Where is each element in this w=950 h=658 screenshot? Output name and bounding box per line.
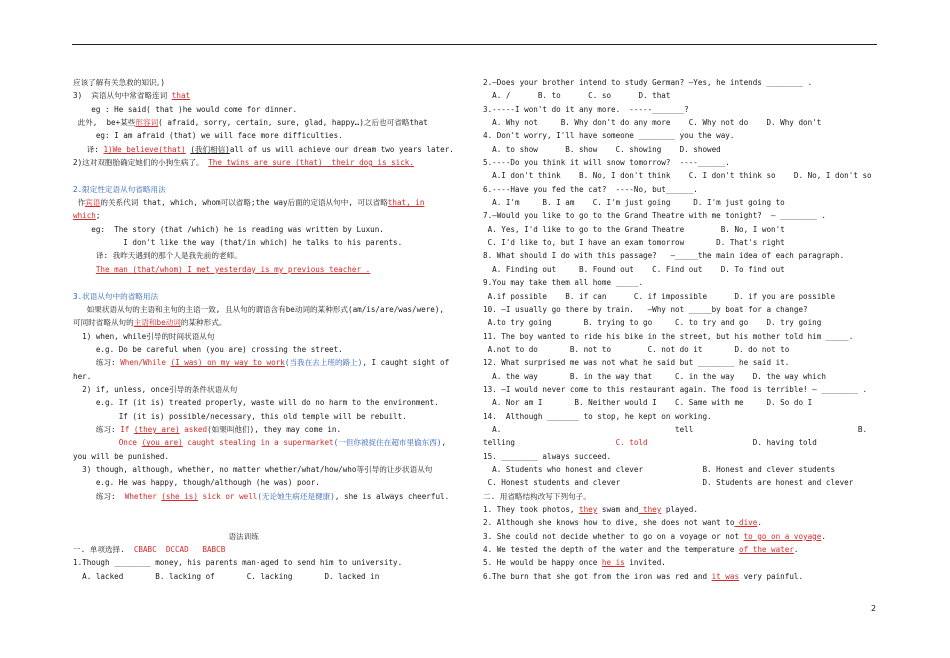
text-line (73, 463, 473, 476)
text-segment: , I caught sight of (362, 358, 450, 368)
text-segment: 10. —I usually go there by train. —Why not _____by boat for a change? (483, 304, 808, 314)
text-line (483, 330, 878, 343)
text-segment: 5. He would be happy once (483, 558, 602, 568)
text-segment: very painful. (739, 571, 804, 581)
text-line (483, 156, 878, 169)
text-line (73, 543, 473, 556)
text-segment: 宾语 (85, 198, 101, 208)
text-segment: they (638, 505, 662, 514)
text-segment: 4. We tested the depth of the water and the temperature (483, 545, 740, 555)
text-line (483, 516, 878, 529)
text-segment: A. Finding out B. Found out C. Find out D. To find out (483, 264, 785, 274)
text-line (483, 209, 878, 222)
text-line (483, 236, 878, 249)
text-segment: it was (711, 571, 740, 581)
text-line (73, 209, 473, 222)
text-line (483, 436, 878, 449)
text-segment: 译: (73, 144, 104, 154)
text-line (73, 89, 473, 102)
text-segment: CBABC DCCAD BABCB (133, 545, 226, 555)
text-line (483, 316, 878, 329)
text-line (73, 490, 473, 503)
text-line (73, 76, 473, 89)
text-line (483, 303, 878, 316)
text-line (483, 249, 878, 262)
text-segment: 12. What surprised me was not what he said but ________ he said it. (483, 358, 790, 368)
text-segment: Once (118, 438, 142, 448)
text-segment: 7.—Would you like to go to the Grand Theatre with me tonight? — ________ . (483, 211, 826, 221)
text-segment: A. lacked B. lacking of C. lacking D. lacked in (73, 571, 380, 581)
text-line (483, 370, 878, 383)
text-segment: A. the way B. in the way that C. in the way D. the way which (483, 371, 826, 381)
text-segment: 3. She could not decide whether to go on a voyage or not (483, 531, 744, 541)
text-segment: asked (179, 424, 208, 434)
text-line (483, 343, 878, 356)
text-segment: 1. They took photos, (483, 505, 580, 514)
text-segment: I don't like the way (that/in which) he talks to his parents. (73, 238, 403, 248)
text-line (73, 196, 473, 209)
text-line (73, 276, 473, 289)
text-segment: he is (601, 558, 625, 568)
text-segment: 3) though, although, whether, no matter whether/what/how/who等引导的让步状语从句 (73, 464, 433, 474)
text-segment: 2)这对双胞胎确定她们的小狗生病了。 (73, 158, 209, 168)
text-segment: (一但你被捉住在超市里偷东西) (333, 438, 442, 448)
text-line (483, 556, 878, 569)
text-line (73, 450, 473, 463)
text-line (483, 383, 878, 396)
text-line (483, 490, 878, 503)
text-segment: , she is always cheerful. (334, 491, 450, 501)
text-line (73, 396, 473, 409)
text-segment: ; (95, 211, 101, 221)
text-segment: 一. 单项选择. (73, 545, 134, 555)
text-segment: e.g. Do be careful when (you are) crossing the street. (73, 344, 343, 354)
text-segment: 的关系代词 that, which, whom可以省略;the way后面的定语从句中, 可以省略 (100, 198, 388, 208)
text-line (73, 249, 473, 262)
text-segment: . (793, 545, 799, 555)
text-segment: C. told (615, 438, 648, 448)
text-segment: . (821, 531, 826, 541)
text-line (73, 263, 473, 276)
right-column (483, 76, 878, 583)
text-segment: eg: I am afraid (that) we will face more difficulties. (73, 131, 343, 141)
text-segment: A. to show B. show C. showing D. showed (483, 144, 721, 154)
text-segment: played. (661, 505, 698, 514)
text-segment: all of us will achieve our dream two years later. (229, 144, 454, 154)
text-segment: C. Honest students and clever D. Students are honest and clever (483, 478, 854, 488)
text-segment: (如果叫他们), they may come in. (207, 424, 342, 434)
text-line (483, 450, 878, 463)
text-line (73, 503, 473, 516)
header-rule (72, 44, 877, 45)
text-line (73, 129, 473, 142)
text-line (483, 169, 878, 182)
text-line (483, 503, 878, 516)
text-segment: 语法训练 (73, 531, 259, 541)
text-segment: ( afraid, sorry, certain, sure, glad, happy…)之后也可省略that (158, 118, 428, 128)
text-segment: 15. ________ always succeed. (483, 451, 612, 461)
text-segment: 练习: (73, 424, 121, 434)
text-segment: e.g. If (it is) treated properly, waste will do no harm to the environment. (73, 398, 439, 408)
text-line (73, 383, 473, 396)
text-segment: swam and (597, 505, 639, 514)
text-segment: invited. (624, 558, 666, 568)
text-line (73, 516, 473, 529)
text-segment: e.g. He was happy, though/although (he was) poor. (73, 478, 320, 488)
text-line (73, 356, 473, 369)
text-segment: 如果状语从句的主语和主句的主语一致, 且从句的谓语含有be动词的某种形式(am/is/are/was/were), (73, 304, 445, 314)
text-segment: 应该了解有关急救的知识。) (73, 78, 165, 87)
text-segment: which (73, 211, 96, 221)
text-line (73, 316, 473, 329)
text-segment: Whether (124, 491, 162, 501)
text-line (73, 303, 473, 316)
text-segment: caught stealing in a supermarket (182, 438, 334, 448)
text-segment: 6.----Have you fed the cat? ----No, but______. (483, 184, 698, 194)
text-segment: 2.限定性定语从句省略用法 (73, 184, 166, 194)
text-segment: C. I'd like to, but I have an exam tomorrow D. That's right (483, 238, 785, 248)
text-segment: 练习: (73, 491, 125, 501)
text-segment: 3) 宾语从句中常省略连词 (73, 91, 172, 101)
text-segment: eg: The story (that /which) he is reading was written by Luxun. (73, 224, 384, 234)
text-segment: 3.-----I won't do it any more. -----_______? (483, 104, 689, 114)
text-segment: 2. Although she knows how to dive, she does not want to (483, 518, 735, 528)
text-segment: A. tell B. (483, 424, 868, 434)
text-line (483, 423, 878, 436)
text-segment: The man (that/whom) I met yesterday is my previous teacher . (95, 264, 371, 274)
text-segment: . (757, 518, 762, 528)
text-segment: A.to try going B. trying to go C. to try and go D. try going (483, 318, 822, 328)
text-segment (73, 438, 119, 447)
text-line (483, 89, 878, 102)
text-line (483, 76, 878, 89)
text-segment: 8. What should I do with this passage? —_____the main idea of each paragraph. (483, 251, 845, 261)
text-line (483, 116, 878, 129)
text-line (73, 169, 473, 182)
text-line (483, 223, 878, 236)
text-segment: to go on a voyage (743, 531, 822, 541)
text-line (483, 103, 878, 116)
text-line (73, 570, 473, 583)
text-line (73, 223, 473, 236)
text-segment: , (441, 438, 447, 448)
text-segment: A. I'm B. I am C. I'm just going D. I'm just going to (483, 198, 785, 208)
text-line (483, 129, 878, 142)
text-segment: dive (734, 518, 758, 528)
text-line (483, 263, 878, 276)
text-segment: that, in (387, 198, 425, 208)
text-line (483, 463, 878, 476)
text-segment: A. Yes, I'd like to go to the Grand Theatre B. No, I won't (483, 224, 785, 234)
text-segment: A. / B. to C. so D. that (483, 91, 671, 101)
text-line (73, 330, 473, 343)
text-segment: 3.状语从句中的省略用法 (73, 291, 159, 301)
text-segment: The twins are sure (that) their dog is sick. (208, 158, 414, 168)
text-line (73, 436, 473, 449)
text-segment: 此外, be+某些 (73, 118, 136, 128)
text-segment: (当我在去上班的路上) (284, 358, 363, 368)
text-segment: (我们相信) (190, 144, 230, 154)
text-segment (73, 265, 96, 274)
text-segment: 13. —I would never come to this restaurant again. The food is terrible! — ________ . (483, 384, 868, 394)
text-segment: If (it is) possible/necessary, this old temple will be rebuilt. (73, 411, 407, 421)
text-segment: telling (483, 438, 616, 448)
text-segment: D. having told (647, 438, 817, 448)
text-segment: 14. Although _______ to stop, he kept on working. (483, 411, 712, 421)
text-segment: they (579, 505, 598, 514)
text-segment: A.I don't think B. No, I don't think C. I don't think so D. No, I don't so (483, 171, 872, 181)
text-segment: 译: 我昨天遇到的那个人是我先前的老师。 (73, 251, 242, 261)
text-segment: (无论她生病还是健康) (257, 491, 335, 501)
text-segment: eg : He said( that )he would come for dinner. (73, 104, 298, 114)
text-segment: 二. 用省略结构改写下列句子。 (483, 491, 591, 501)
text-line (73, 236, 473, 249)
text-segment: you will be punished. (73, 451, 170, 461)
text-line (73, 530, 473, 543)
text-segment: A. Students who honest and clever B. Honest and clever students (483, 464, 836, 474)
text-line (73, 343, 473, 356)
text-line (483, 530, 878, 543)
text-segment: If (120, 424, 134, 434)
text-line (73, 476, 473, 489)
text-line (73, 370, 473, 383)
text-segment: A.not to do B. not to C. not do it D. do not to (483, 344, 790, 354)
text-segment: (you are) (141, 438, 183, 448)
text-segment: on my way to work (202, 358, 285, 368)
text-segment: 作 (73, 198, 86, 208)
text-segment: 6.The burn that she got from the iron was red and (483, 571, 712, 581)
text-line (483, 290, 878, 303)
text-line (73, 290, 473, 303)
text-segment: 2) if, unless, once引导的条件状语从句 (73, 384, 238, 394)
text-segment: 可同时省略从句的 (73, 318, 134, 328)
page-number: 2 (871, 604, 877, 613)
text-line (73, 103, 473, 116)
text-line (483, 570, 878, 583)
text-line (483, 276, 878, 289)
text-line (483, 396, 878, 409)
text-segment: 9.You may take them all home _____. (483, 278, 644, 288)
text-segment: 1)We believe(that) (103, 144, 186, 154)
text-segment: that (171, 91, 191, 101)
text-segment: 11. The boy wanted to ride his bike in the street, but his mother told him _____. (483, 331, 854, 341)
text-segment: 1.Though ________ money, his parents man-aged to send him to university. (73, 558, 403, 568)
text-line (73, 183, 473, 196)
text-segment: 4. Don't worry, I'll have someone ________ you the way. (483, 131, 735, 141)
text-line (73, 556, 473, 569)
text-segment: 形容词 (135, 118, 159, 128)
text-line (483, 183, 878, 196)
text-segment: A. Why not B. Why don't do any more C. Why not do D. Why don't (483, 118, 822, 128)
text-segment: 5.----Do you think it will snow tomorrow? ----______. (483, 158, 730, 168)
text-segment: (I was) (170, 358, 203, 368)
text-segment: A. Nor am I B. Neither would I C. Same with me D. So do I (483, 398, 813, 408)
text-segment: 的某种形式。 (180, 318, 227, 328)
text-line (73, 116, 473, 129)
text-segment: A.if possible B. if can C. if impossible D. if you are possible (483, 291, 836, 301)
text-segment: 主语和be动词 (133, 318, 181, 328)
text-segment: (she is) (161, 491, 198, 501)
text-line (73, 423, 473, 436)
text-segment: her. (73, 371, 92, 381)
text-segment: 1) when, while引导的时间状语从句 (73, 331, 215, 341)
text-line (73, 143, 473, 156)
text-segment: When/While (120, 358, 171, 368)
text-segment: (they are) (133, 424, 180, 434)
left-column (73, 76, 473, 583)
text-segment: 练习: (73, 358, 121, 368)
text-line (483, 196, 878, 209)
text-line (483, 356, 878, 369)
text-line (483, 543, 878, 556)
text-line (73, 410, 473, 423)
text-line (483, 410, 878, 423)
text-line (483, 476, 878, 489)
text-line (483, 143, 878, 156)
text-segment: of the water (739, 545, 794, 555)
text-segment: sick or well (197, 491, 258, 501)
text-segment: 2.—Does your brother intend to study German? —Yes, he intends ________ . (483, 78, 813, 87)
text-line (73, 156, 473, 169)
